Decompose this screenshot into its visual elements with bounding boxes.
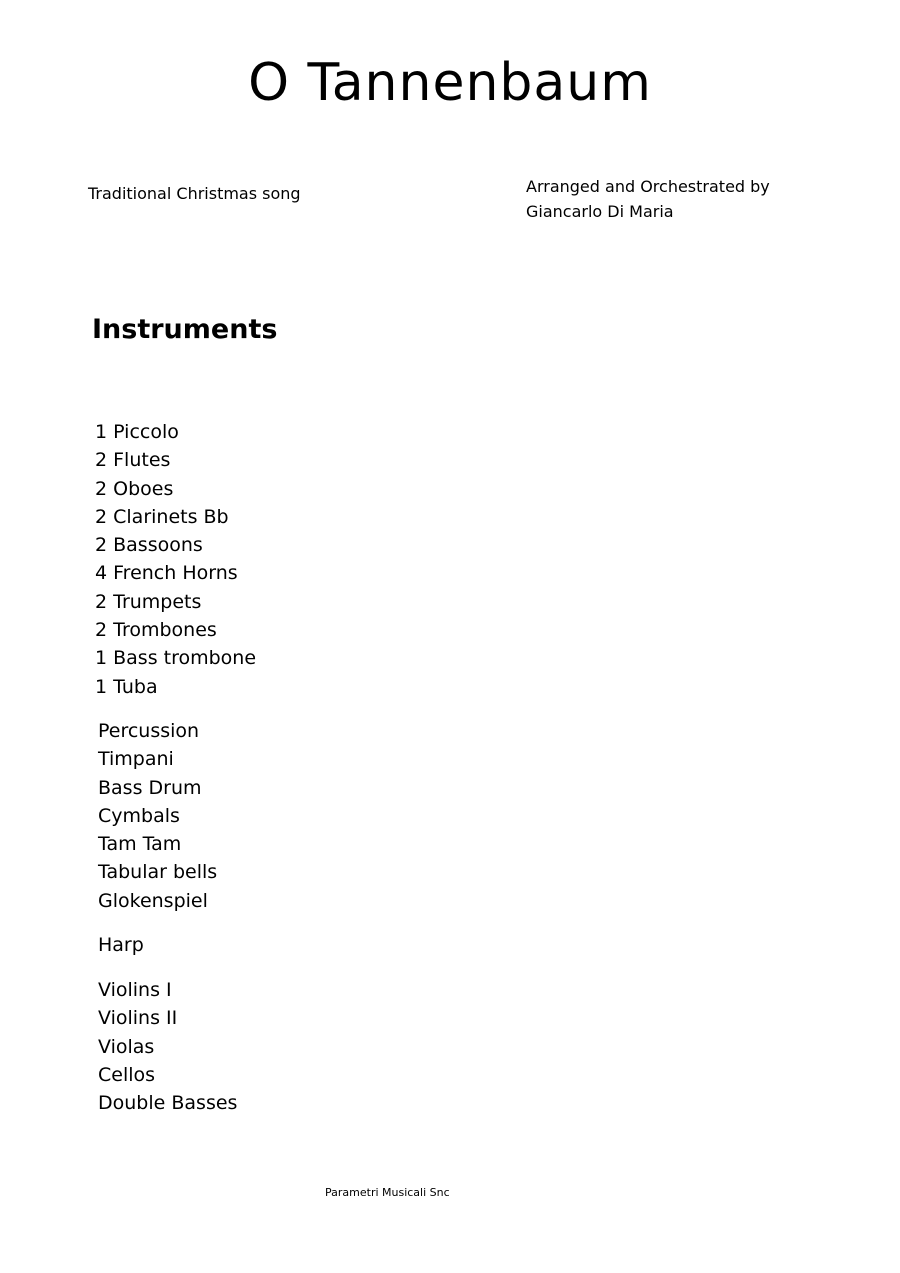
list-item: Tabular bells	[98, 861, 218, 884]
list-item: 2 Trumpets	[95, 590, 202, 613]
list-item: 2 Flutes	[95, 449, 171, 472]
credits-line-1: Arranged and Orchestrated by	[526, 177, 770, 196]
list-item: Glokenspiel	[98, 889, 208, 912]
list-item: 2 Oboes	[95, 477, 174, 500]
percussion-list	[98, 717, 217, 915]
page-title: O Tannenbaum	[248, 53, 652, 113]
list-item: Violins II	[98, 1007, 178, 1030]
song-origin: Traditional Christmas song	[88, 184, 301, 203]
arranger-credits	[526, 174, 770, 224]
list-item: Cymbals	[98, 804, 180, 827]
winds-brass-list	[95, 418, 256, 701]
list-item: 4 French Horns	[95, 562, 238, 585]
credits-line-2: Giancarlo Di Maria	[526, 202, 674, 221]
list-item: 2 Clarinets Bb	[95, 505, 229, 528]
list-item: Tam Tam	[98, 833, 182, 856]
list-item: Timpani	[98, 748, 174, 771]
list-item: Double Basses	[98, 1092, 238, 1115]
harp-list	[98, 931, 144, 959]
list-item: 1 Piccolo	[95, 421, 179, 443]
list-item: 1 Tuba	[95, 675, 158, 698]
publisher-footer: Parametri Musicali Snc	[325, 1186, 450, 1199]
list-item: Bass Drum	[98, 776, 202, 799]
list-item: 2 Bassoons	[95, 534, 203, 557]
list-item: Cellos	[98, 1063, 156, 1086]
list-item: 1 Bass trombone	[95, 647, 257, 670]
list-item: Violas	[98, 1035, 155, 1058]
list-item: Violins I	[98, 979, 172, 1001]
list-item: Percussion	[98, 720, 200, 742]
instruments-heading: Instruments	[92, 314, 278, 345]
list-item: 2 Trombones	[95, 619, 217, 642]
strings-list	[98, 976, 237, 1117]
list-item: Harp	[98, 934, 144, 956]
